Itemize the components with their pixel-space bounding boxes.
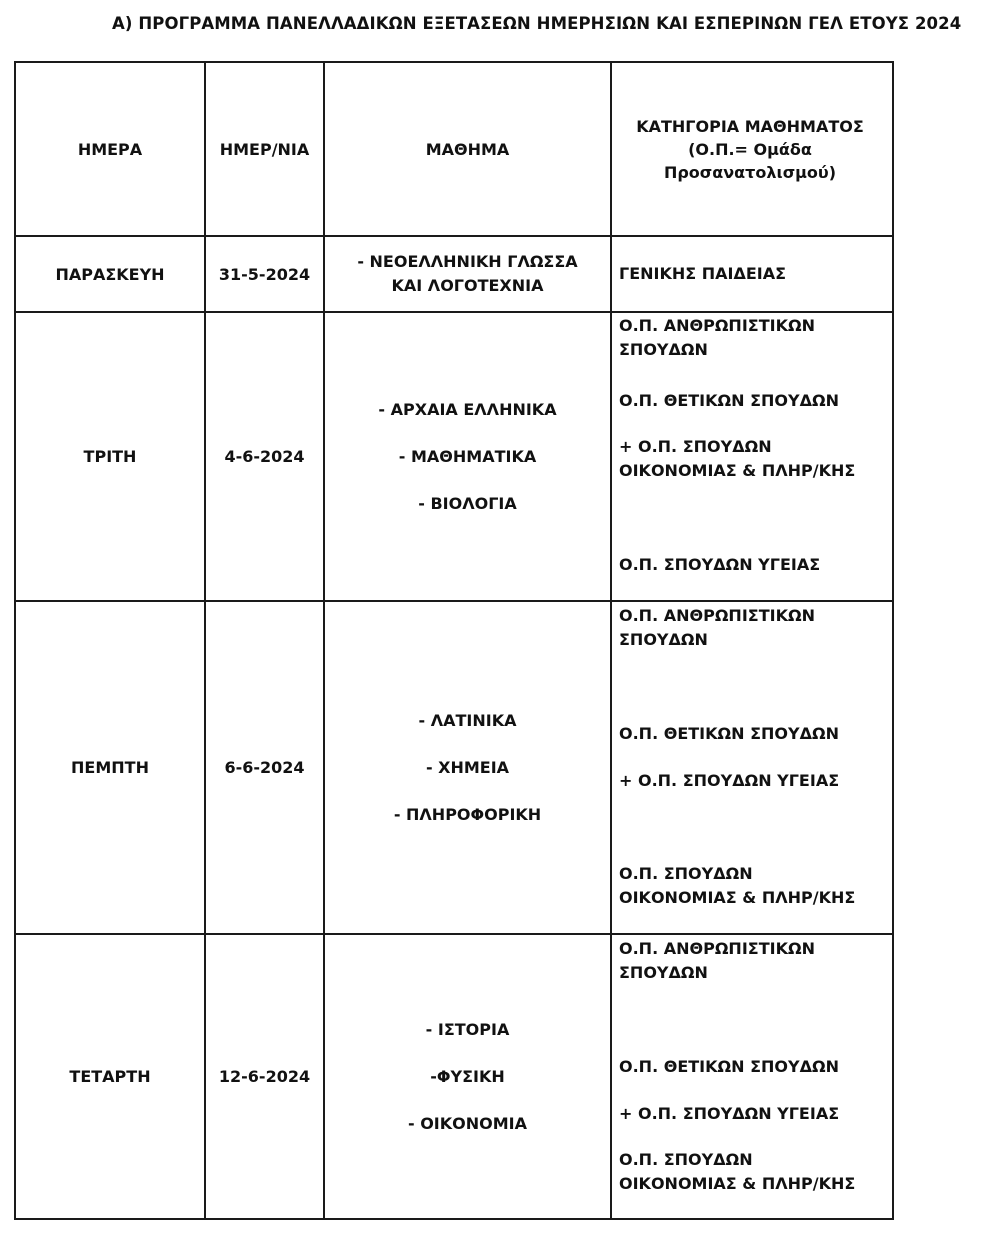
category-line: ΟΙΚΟΝΟΜΙΑΣ & ΠΛΗΡ/ΚΗΣ bbox=[619, 1174, 856, 1193]
subject-line: - ΧΗΜΕΙΑ bbox=[425, 758, 510, 777]
row-day: ΠΑΡΑΣΚΕΥΗ bbox=[15, 236, 205, 312]
row-subjects bbox=[324, 934, 611, 1219]
category-line: + Ο.Π. ΣΠΟΥΔΩΝ ΥΓΕΙΑΣ bbox=[619, 1104, 840, 1123]
category-group bbox=[619, 389, 888, 413]
category-line: Ο.Π. ΣΠΟΥΔΩΝ bbox=[619, 864, 753, 883]
category-group bbox=[619, 1055, 888, 1079]
category-group bbox=[619, 937, 888, 985]
category-group bbox=[619, 862, 888, 910]
subject-line: - ΟΙΚΟΝΟΜΙΑ bbox=[407, 1114, 527, 1133]
category-group bbox=[619, 435, 888, 483]
table-row bbox=[15, 236, 893, 312]
exam-schedule-table bbox=[14, 61, 894, 1220]
category-line: Ο.Π. ΑΝΘΡΩΠΙΣΤΙΚΩΝ bbox=[619, 316, 815, 335]
row-date: 31-5-2024 bbox=[205, 236, 324, 312]
header-category-line: ΚΑΤΗΓΟΡΙΑ ΜΑΘΗΜΑΤΟΣ bbox=[636, 116, 864, 136]
category-line: Ο.Π. ΣΠΟΥΔΩΝ ΥΓΕΙΑΣ bbox=[619, 555, 821, 574]
category-line: ΣΠΟΥΔΩΝ bbox=[619, 630, 708, 649]
subject-line: - ΜΑΘΗΜΑΤΙΚΑ bbox=[398, 447, 537, 466]
category-line: ΣΠΟΥΔΩΝ bbox=[619, 340, 708, 359]
category-group bbox=[619, 553, 888, 577]
subject-line: - ΠΛΗΡΟΦΟΡΙΚΗ bbox=[393, 805, 542, 824]
category-line: ΣΠΟΥΔΩΝ bbox=[619, 963, 708, 982]
category-group bbox=[619, 769, 888, 793]
category-line: Ο.Π. ΣΠΟΥΔΩΝ bbox=[619, 1150, 753, 1169]
category-group bbox=[619, 1148, 888, 1196]
row-categories bbox=[611, 601, 893, 934]
header-category-line: (Ο.Π.= Ομάδα bbox=[688, 139, 812, 159]
row-categories bbox=[611, 236, 893, 312]
category-line: Ο.Π. ΑΝΘΡΩΠΙΣΤΙΚΩΝ bbox=[619, 606, 815, 625]
category-line: Ο.Π. ΑΝΘΡΩΠΙΣΤΙΚΩΝ bbox=[619, 939, 815, 958]
row-date: 12-6-2024 bbox=[205, 934, 324, 1219]
row-day: ΤΡΙΤΗ bbox=[15, 312, 205, 601]
category-group bbox=[619, 604, 888, 652]
category-line: + Ο.Π. ΣΠΟΥΔΩΝ bbox=[619, 437, 772, 456]
table-row bbox=[15, 601, 893, 934]
header-category-line: Προσανατολισμού) bbox=[663, 162, 837, 182]
table-row bbox=[15, 312, 893, 601]
category-line: ΟΙΚΟΝΟΜΙΑΣ & ΠΛΗΡ/ΚΗΣ bbox=[619, 461, 856, 480]
row-subjects bbox=[324, 312, 611, 601]
row-subjects bbox=[324, 236, 611, 312]
category-line: Ο.Π. ΘΕΤΙΚΩΝ ΣΠΟΥΔΩΝ bbox=[619, 724, 839, 743]
page-title: Α) ΠΡΟΓΡΑΜΜΑ ΠΑΝΕΛΛΑΔΙΚΩΝ ΕΞΕΤΑΣΕΩΝ ΗΜΕΡΗΣΙΩΝ ΚΑΙ ΕΣΠΕΡΙΝΩΝ ΓΕΛ ΕΤΟΥΣ 2024 bbox=[112, 14, 962, 33]
subject-line: - ΛΑΤΙΝΙΚΑ bbox=[418, 711, 517, 730]
subject-line: - ΒΙΟΛΟΓΙΑ bbox=[418, 494, 517, 513]
header-subject: ΜΑΘΗΜΑ bbox=[324, 62, 611, 236]
row-categories bbox=[611, 312, 893, 601]
row-date: 4-6-2024 bbox=[205, 312, 324, 601]
subject-line: ΚΑΙ ΛΟΓΟΤΕΧΝΙΑ bbox=[391, 276, 544, 295]
subject-line: - ΑΡΧΑΙΑ ΕΛΛΗΝΙΚΑ bbox=[378, 400, 557, 419]
category-line: + Ο.Π. ΣΠΟΥΔΩΝ ΥΓΕΙΑΣ bbox=[619, 771, 840, 790]
row-categories bbox=[611, 934, 893, 1219]
header-category bbox=[611, 62, 893, 236]
row-date: 6-6-2024 bbox=[205, 601, 324, 934]
category-line: Ο.Π. ΘΕΤΙΚΩΝ ΣΠΟΥΔΩΝ bbox=[619, 391, 839, 410]
row-subjects bbox=[324, 601, 611, 934]
category-group bbox=[619, 314, 888, 362]
category-line: ΓΕΝΙΚΗΣ ΠΑΙΔΕΙΑΣ bbox=[619, 264, 787, 283]
subject-line: -ΦΥΣΙΚΗ bbox=[430, 1067, 505, 1086]
row-day: ΠΕΜΠΤΗ bbox=[15, 601, 205, 934]
table-row bbox=[15, 934, 893, 1219]
subject-line: - ΙΣΤΟΡΙΑ bbox=[425, 1020, 510, 1039]
category-line: ΟΙΚΟΝΟΜΙΑΣ & ΠΛΗΡ/ΚΗΣ bbox=[619, 888, 856, 907]
subject-line: - ΝΕΟΕΛΛΗΝΙΚΗ ΓΛΩΣΣΑ bbox=[357, 252, 578, 271]
category-group bbox=[619, 1102, 888, 1126]
header-day: ΗΜΕΡΑ bbox=[15, 62, 205, 236]
table-header-row bbox=[15, 62, 893, 236]
header-date: ΗΜΕΡ/ΝΙΑ bbox=[205, 62, 324, 236]
row-day: ΤΕΤΑΡΤΗ bbox=[15, 934, 205, 1219]
category-line: Ο.Π. ΘΕΤΙΚΩΝ ΣΠΟΥΔΩΝ bbox=[619, 1057, 839, 1076]
category-group bbox=[619, 722, 888, 746]
